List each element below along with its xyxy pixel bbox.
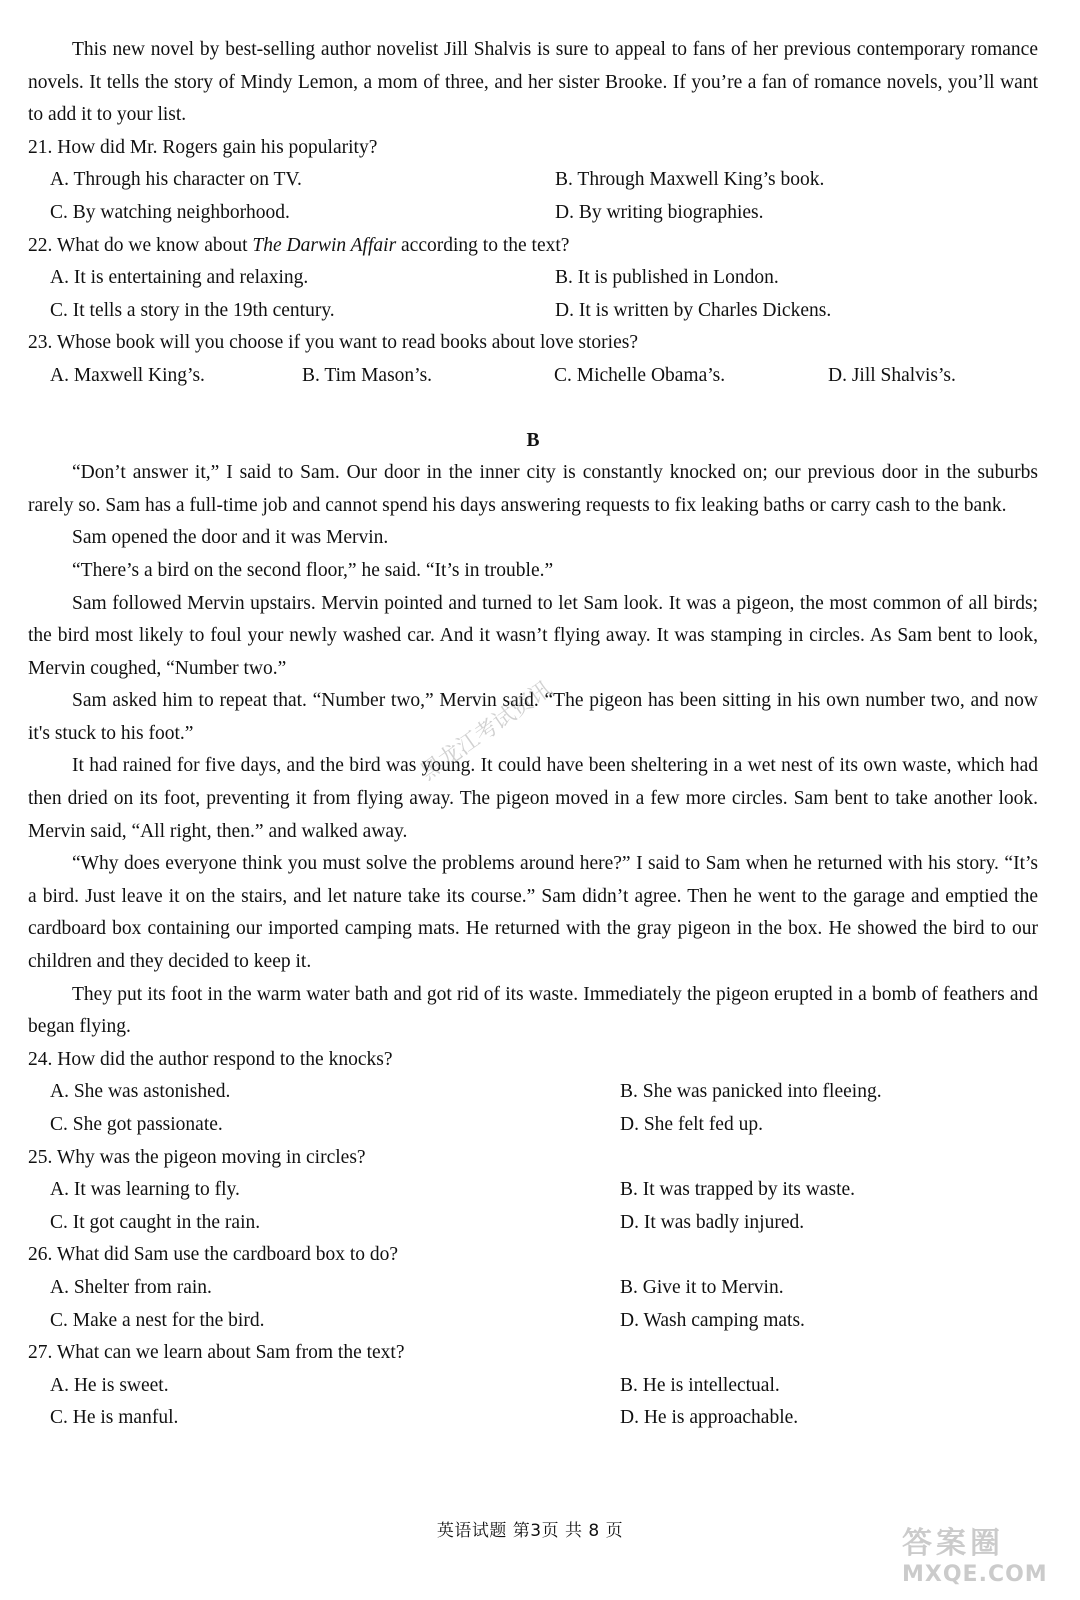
option-c[interactable]: C. Make a nest for the bird. bbox=[50, 1309, 265, 1331]
option-d[interactable]: D. He is approachable. bbox=[620, 1407, 799, 1429]
passage-b-paragraph: “Don’t answer it,” I said to Sam. Our door in the inner city is constantly knocked on; our previous door in the suburbs rarely so. Sam has a full-time job and cannot spend his days answering requests to fix leaking baths or carry cash to the bank. bbox=[28, 462, 1038, 516]
option-b[interactable]: B. Give it to Mervin. bbox=[620, 1276, 784, 1298]
section-b-title: B bbox=[526, 429, 540, 451]
watermark-logo-text: 答案圈 bbox=[902, 1526, 1004, 1561]
question-21-options bbox=[28, 164, 1038, 229]
option-a[interactable]: A. It was learning to fly. bbox=[50, 1179, 240, 1201]
option-a[interactable]: A. Shelter from rain. bbox=[50, 1276, 212, 1298]
question-23-options bbox=[28, 360, 1038, 393]
option-d[interactable]: D. By writing biographies. bbox=[555, 201, 764, 223]
option-c[interactable]: C. It got caught in the rain. bbox=[50, 1211, 261, 1233]
option-d[interactable]: D. Jill Shalvis’s. bbox=[828, 364, 956, 386]
question-22: 22. What do we know about The Darwin Affair according to the text? bbox=[28, 234, 570, 256]
option-a[interactable]: A. It is entertaining and relaxing. bbox=[50, 267, 309, 289]
question-27: 27. What can we learn about Sam from the text? bbox=[28, 1342, 405, 1364]
passage-b-paragraph: Sam followed Mervin upstairs. Mervin pointed and turned to let Sam look. It was a pigeon, the most common of all birds; the bird most likely to foul your newly washed car. And it wasn’t flying away. It was stamping in circles. As Sam bent to look, Mervin coughed, “Number two.” bbox=[28, 592, 1038, 679]
question-22-options bbox=[28, 262, 1038, 327]
option-b[interactable]: B. Tim Mason’s. bbox=[302, 364, 433, 386]
book-title: The Darwin Affair bbox=[252, 234, 397, 256]
stamp-watermark: 黑龙江考试资讯 bbox=[416, 676, 557, 786]
passage-b-paragraph: “Why does everyone think you must solve the problems around here?” I said to Sam when he returned with his story. “It’s a bird. Just leave it on the stairs, and let nature take its course.” Sam didn’t agree. Then he went to the garage and emptied the cardboard box containing our imported camping mats. He returned with the gray pigeon in the box. He showed the bird to our children and they decided to keep it. bbox=[28, 853, 1038, 973]
option-b[interactable]: B. Through Maxwell King’s book. bbox=[555, 169, 825, 191]
option-d[interactable]: D. It is written by Charles Dickens. bbox=[555, 299, 832, 321]
option-a[interactable]: A. Through his character on TV. bbox=[50, 169, 302, 191]
option-b[interactable]: B. He is intellectual. bbox=[620, 1374, 780, 1396]
option-d[interactable]: D. It was badly injured. bbox=[620, 1211, 805, 1233]
option-a[interactable]: A. Maxwell King’s. bbox=[50, 364, 205, 386]
question-26-options bbox=[28, 1272, 1038, 1337]
question-24: 24. How did the author respond to the knocks? bbox=[28, 1048, 393, 1070]
option-c[interactable]: C. He is manful. bbox=[50, 1407, 179, 1429]
option-a[interactable]: A. She was astonished. bbox=[50, 1081, 231, 1103]
option-c[interactable]: C. It tells a story in the 19th century. bbox=[50, 299, 335, 321]
question-23: 23. Whose book will you choose if you want to read books about love stories? bbox=[28, 332, 638, 354]
passage-b-paragraph: Sam asked him to repeat that. “Number two,” Mervin said. “The pigeon has been sitting in his own number two, and now it's stuck to his foot.” bbox=[28, 690, 1038, 744]
site-watermark-logo bbox=[902, 1518, 1062, 1588]
option-b[interactable]: B. She was panicked into fleeing. bbox=[620, 1081, 882, 1103]
passage-b-paragraph: “There’s a bird on the second floor,” he said. “It’s in trouble.” bbox=[72, 559, 554, 581]
option-b[interactable]: B. It was trapped by its waste. bbox=[620, 1179, 856, 1201]
passage-b-paragraph: Sam opened the door and it was Mervin. bbox=[72, 527, 389, 549]
option-d[interactable]: D. She felt fed up. bbox=[620, 1114, 763, 1135]
passage-a-paragraph: This new novel by best-selling author novelist Jill Shalvis is sure to appeal to fans of her previous contemporary romance novels. It tells the story of Mindy Lemon, a mom of three, and her sister Brooke. If you’re a fan of romance novels, you’ll want to add it to your list. bbox=[28, 39, 1038, 126]
question-26: 26. What did Sam use the cardboard box to do? bbox=[28, 1244, 399, 1266]
question-25-options bbox=[28, 1174, 1038, 1239]
question-21: 21. How did Mr. Rogers gain his popularity? bbox=[28, 136, 378, 158]
question-27-options bbox=[28, 1370, 1038, 1435]
question-25: 25. Why was the pigeon moving in circles? bbox=[28, 1146, 366, 1168]
question-24-options bbox=[28, 1076, 1038, 1141]
option-c[interactable]: C. By watching neighborhood. bbox=[50, 201, 290, 223]
option-d[interactable]: D. Wash camping mats. bbox=[620, 1309, 805, 1331]
option-c[interactable]: C. She got passionate. bbox=[50, 1114, 223, 1135]
passage-b-paragraph: They put its foot in the warm water bath and got rid of its waste. Immediately the pigeon erupted in a bomb of feathers and began flying. bbox=[28, 983, 1038, 1038]
passage-b-paragraph: It had rained for five days, and the bird was young. It could have been sheltering in a wet nest of its own waste, which had then dried on its foot, preventing it from flying away. The pigeon moved in a few more circles. Sam bent to take another look. Mervin said, “All right, then.” and walked away. bbox=[28, 755, 1038, 842]
option-b[interactable]: B. It is published in London. bbox=[555, 267, 779, 289]
page-footer: 英语试题 第3页 共 8 页 bbox=[436, 1521, 624, 1541]
option-a[interactable]: A. He is sweet. bbox=[50, 1374, 169, 1396]
option-c[interactable]: C. Michelle Obama’s. bbox=[554, 364, 726, 386]
watermark-url: MXQE.COM bbox=[902, 1562, 1048, 1587]
